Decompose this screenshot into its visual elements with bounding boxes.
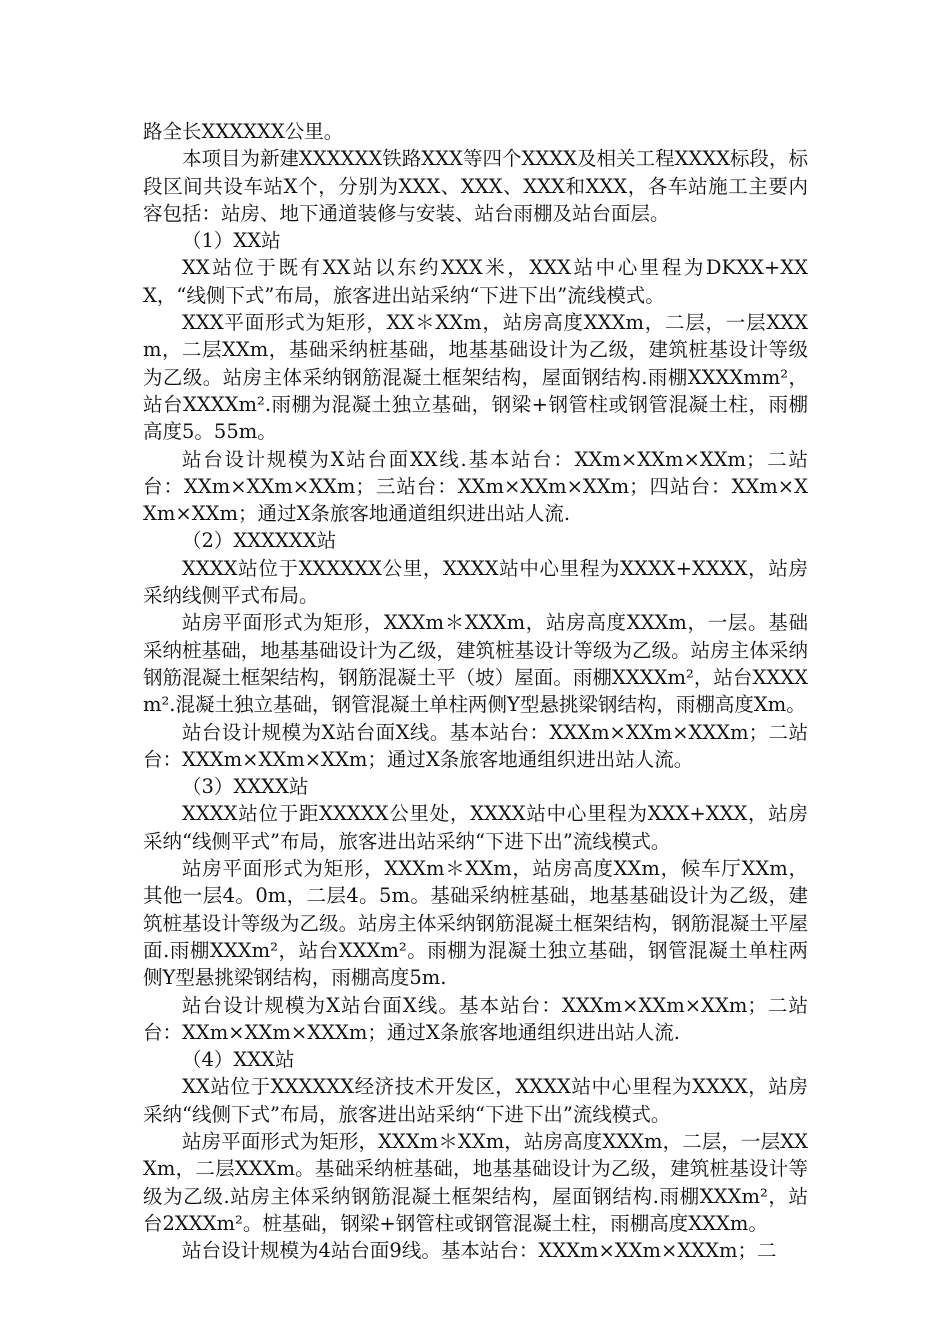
document-page — [143, 118, 808, 1264]
paragraph-station4-platform: 站台设计规模为4站台面9线。基本站台：XXXm×XXm×XXXm；二 — [182, 1239, 777, 1263]
paragraph-station1-platform: 站台设计规模为X站台面XX线.基本站台：XXm×XXm×XXm；二站台：XXm×XXm×XXm；三站台：XXm×XXm×XXm；四站台：XXm×XXm×XXm；通过X条旅客地通道组织进出站人流. — [143, 447, 808, 526]
paragraph-station3-location: XXXX站位于距XXXXX公里处，XXXX站中心里程为XXX+XXX，站房采纳“线侧平式”布局，旅客进出站采纳“下进下出”流线模式。 — [143, 802, 808, 853]
paragraph-station1-structure: XXX平面形式为矩形，XX＊XXm，站房高度XXXm，二层，一层XXXm，二层XXm，基础采纳桩基础，地基基础设计为乙级，建筑桩基设计等级为乙级。站房主体采纳钢筋混凝土框架结构，屋面钢结构.雨棚XXXXmm²，站台XXXXm².雨棚为混凝土独立基础，钢梁+钢管柱或钢管混凝土柱，雨棚高度5。55m。 — [143, 311, 808, 444]
paragraph-station1-location: XX站位于既有XX站以东约XXX米，XXX站中心里程为DKXX+XXX，“线侧下式”布局，旅客进出站采纳“下进下出”流线模式。 — [143, 256, 808, 307]
paragraph-project-overview: 本项目为新建XXXXXX铁路XXX等四个XXXX及相关工程XXXX标段，标段区间共设车站X个，分别为XXX、XXX、XXX和XXX，各车站施工主要内容包括：站房、地下通道装修与安装、站台雨棚及站台面层。 — [143, 147, 808, 225]
section-heading-2: （2）XXXXXX站 — [182, 529, 337, 553]
paragraph-station3-platform: 站台设计规模为X站台面X线。基本站台：XXXm×XXm×XXm；二站台：XXm×XXm×XXXm；通过X条旅客地通组织进出站人流. — [143, 993, 808, 1044]
section-heading-1: （1）XX站 — [182, 229, 281, 253]
paragraph-station2-location: XXXX站位于XXXXXX公里，XXXX站中心里程为XXXX+XXXX，站房采纳线侧平式布局。 — [143, 556, 808, 608]
paragraph-continuation: 路全长XXXXXX公里。 — [143, 120, 344, 143]
paragraph-station2-structure: 站房平面形式为矩形，XXXm＊XXXm，站房高度XXXm，一层。基础采纳桩基础，地基基础设计为乙级，建筑桩基设计等级为乙级。站房主体采纳钢筋混凝土框架结构，钢筋混凝土平（坡）屋面。雨棚XXXXm²，站台XXXXm².混凝土独立基础，钢管混凝土单柱两侧Y型悬挑梁钢结构，雨棚高度Xm。 — [143, 611, 808, 717]
section-heading-3: （3）XXXX站 — [182, 775, 309, 799]
paragraph-station4-location: XX站位于XXXXXX经济技术开发区，XXXX站中心里程为XXXX，站房采纳“线侧下式”布局，旅客进出站采纳“下进下出”流线模式。 — [143, 1075, 808, 1126]
section-heading-4: （4）XXX站 — [182, 1048, 295, 1072]
paragraph-station3-structure: 站房平面形式为矩形，XXXm＊XXm，站房高度XXm，候车厅XXm，其他一层4。0m，二层4。5m。基础采纳桩基础，地基基础设计为乙级，建筑桩基设计等级为乙级。站房主体采纳钢筋混凝土框架结构，钢筋混凝土平屋面.雨棚XXXm²，站台XXXm²。雨棚为混凝土独立基础，钢管混凝土单柱两侧Y型悬挑梁钢结构，雨棚高度5m. — [143, 857, 808, 990]
paragraph-station4-structure: 站房平面形式为矩形，XXXm＊XXm，站房高度XXXm，二层，一层XXXm，二层XXXm。基础采纳桩基础，地基基础设计为乙级，建筑桩基设计等级为乙级.站房主体采纳钢筋混凝土框架结构，屋面钢结构.雨棚XXXm²，站台2XXXm²。桩基础，钢梁+钢管柱或钢管混凝土柱，雨棚高度XXXm。 — [143, 1129, 808, 1235]
paragraph-station2-platform: 站台设计规模为X站台面X线。基本站台：XXXm×XXm×XXXm；二站台：XXXm×XXm×XXm；通过X条旅客地通组织进出站人流。 — [143, 720, 808, 771]
